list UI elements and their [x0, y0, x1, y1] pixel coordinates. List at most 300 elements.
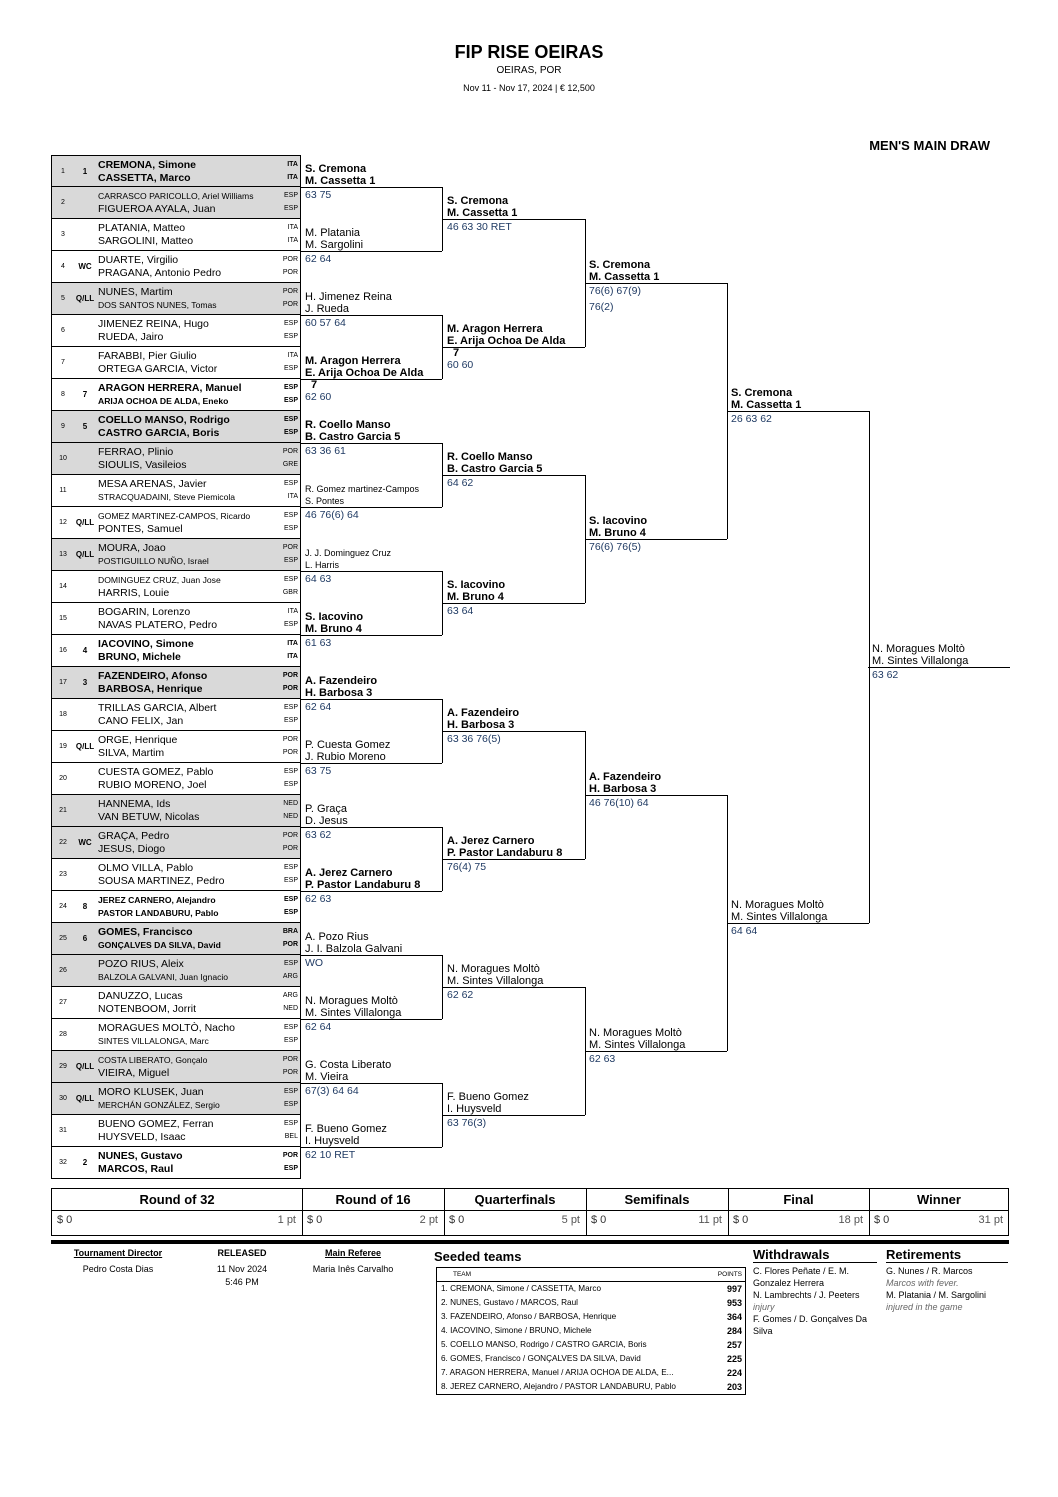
player-line [98, 938, 298, 952]
player-name: ARIJA OCHOA DE ALDA, Eneko [98, 396, 229, 406]
withdrawals-panel [753, 1249, 877, 1337]
player-country: ITA [287, 224, 298, 231]
match-score: 63 36 61 [305, 445, 346, 457]
draw-name: MEN'S MAIN DRAW [869, 138, 990, 153]
player-country: ESP [283, 192, 298, 199]
round-prize: $ 0 [874, 1214, 890, 1226]
entry-number: 13 [59, 551, 67, 558]
player-country: ARG [282, 973, 298, 980]
draw-entry [51, 155, 301, 187]
player-country: ESP [283, 1101, 298, 1108]
bracket-line [301, 891, 442, 892]
entry-seed [72, 315, 98, 346]
match-score: 64 62 [447, 477, 474, 489]
player-country: ESP [283, 576, 298, 583]
player-name: DOS SANTOS NUNES, Tomas [98, 300, 217, 310]
player-name: MORAGUES MOLTÒ, Nacho [98, 1022, 235, 1034]
player-country: ITA [287, 352, 298, 359]
round-prize-table [51, 1188, 1009, 1236]
entry-seed: Q/LL [75, 518, 95, 527]
entry-seed [72, 795, 98, 826]
winner-name-2: H. Barbosa 3 [447, 719, 515, 731]
player-country: POR [282, 301, 298, 308]
player-name: MERCHÁN GONZÁLEZ, Sergio [98, 1100, 220, 1110]
player-line [98, 394, 298, 408]
points-column-header: POINTS [717, 1271, 742, 1278]
entry-number: 4 [61, 263, 65, 270]
entry-number: 23 [59, 871, 67, 878]
player-name: NUNES, Gustavo [98, 1150, 183, 1162]
match-score: 26 63 62 [731, 413, 772, 425]
withdrawals-title: Withdrawals [753, 1249, 877, 1263]
player-country: ESP [283, 512, 298, 519]
entry-number: 15 [59, 615, 67, 622]
match-score: 46 76(6) 64 [305, 509, 359, 521]
winner-name-1: S. Cremona [589, 259, 651, 271]
entry-number: 21 [59, 807, 67, 814]
player-country: POR [282, 845, 298, 852]
match-score: 61 63 [305, 637, 332, 649]
entry-number: 8 [61, 391, 65, 398]
player-name: FERRAO, Plinio [98, 446, 174, 458]
seeded-team-row [437, 1366, 745, 1380]
winner-name-1: S. Cremona [305, 163, 367, 175]
bracket-line [301, 507, 442, 508]
player-name: MORO KLUSEK, Juan [98, 1086, 204, 1098]
match-score: 60 60 [447, 359, 474, 371]
player-name: RUBIO MORENO, Joel [98, 779, 207, 791]
player-country: POR [282, 288, 298, 295]
round-points: 18 pt [838, 1214, 863, 1226]
draw-entry [51, 859, 301, 891]
match-score: 60 57 64 [305, 317, 346, 329]
player-name: CREMONA, Simone [98, 159, 197, 171]
draw-entry [51, 315, 301, 347]
player-country: ESP [283, 909, 298, 916]
player-line [98, 970, 298, 984]
entry-number: 30 [59, 1095, 67, 1102]
player-line [98, 669, 298, 683]
player-country: ITA [287, 608, 298, 615]
bracket-line [301, 635, 442, 636]
draw-entry [51, 827, 301, 859]
round-prize: $ 0 [307, 1214, 323, 1226]
released-info [200, 1247, 284, 1289]
entry-seed: WC [78, 262, 92, 271]
entry-number: 5 [61, 295, 65, 302]
player-line [98, 362, 298, 376]
player-line [98, 733, 298, 747]
entry-number: 3 [61, 231, 65, 238]
player-country: ESP [283, 480, 298, 487]
bracket-line [301, 571, 442, 572]
player-country: ESP [283, 704, 298, 711]
seeded-team-points: 953 [726, 1298, 742, 1308]
player-name: POZO RIUS, Aleix [98, 958, 184, 970]
player-name: COSTA LIBERATO, Gonçalo [98, 1055, 208, 1065]
winner-name-2: S. Pontes [305, 496, 345, 506]
entry-number: 26 [59, 967, 67, 974]
player-line [98, 829, 298, 843]
player-country: ESP [283, 429, 298, 436]
draw-entry [51, 1083, 301, 1115]
player-line [98, 221, 298, 235]
winner-name-1: S. Cremona [447, 195, 509, 207]
player-name: STRACQUADAINI, Steve Piemicola [98, 492, 236, 502]
winner-name-2: M. Bruno 4 [589, 527, 646, 539]
match-score: 63 75 [305, 189, 332, 201]
winner-name-1: R. Gomez martinez-Campos [305, 484, 420, 494]
player-line [98, 861, 298, 875]
seeded-team-points: 364 [726, 1312, 742, 1322]
bracket-line [585, 1051, 727, 1052]
round-header: Quarterfinals [474, 1192, 556, 1207]
draw-entry [51, 539, 301, 571]
player-country: POR [282, 269, 298, 276]
player-name: BALZOLA GALVANI, Juan Ignacio [98, 972, 229, 982]
withdrawal-note: injury [753, 1302, 775, 1312]
entry-number: 29 [59, 1063, 67, 1070]
draw-entry [51, 283, 301, 315]
retirements-panel [886, 1249, 1008, 1313]
entry-number: 18 [59, 711, 67, 718]
player-name: HANNEMA, Ids [98, 798, 171, 810]
entry-number: 7 [61, 359, 65, 366]
match-score: 62 62 [447, 989, 474, 1001]
player-name: HUYSVELD, Isaac [98, 1131, 186, 1143]
round-of-32-list [51, 155, 301, 1179]
seeded-team-points: 224 [726, 1368, 742, 1378]
round-points: 31 pt [978, 1214, 1003, 1226]
player-line [98, 650, 298, 664]
player-line [98, 810, 298, 824]
player-line [98, 477, 298, 491]
player-country: ESP [283, 557, 298, 564]
player-country: ESP [283, 621, 298, 628]
entry-number: 9 [61, 423, 65, 430]
seeded-team-points: 997 [726, 1284, 742, 1294]
player-name: FARABBI, Pier Giulio [98, 350, 197, 362]
player-name: JESUS, Diogo [98, 843, 166, 855]
player-country: POR [282, 672, 298, 679]
seeded-team-points: 284 [726, 1326, 742, 1336]
match-score: 62 64 [305, 253, 332, 265]
retirements-title: Retirements [886, 1249, 1008, 1263]
entry-number: 10 [59, 455, 67, 462]
entry-seed: Q/LL [75, 1062, 95, 1071]
player-line [98, 1066, 298, 1080]
entry-seed [72, 347, 98, 378]
entry-seed: Q/LL [75, 1094, 95, 1103]
round-header: Round of 32 [139, 1192, 215, 1207]
player-name: MESA ARENAS, Javier [98, 478, 207, 490]
entry-seed [72, 859, 98, 890]
entry-seed [72, 443, 98, 474]
match-score: 76(6) 67(9) [589, 285, 641, 297]
player-line [98, 1021, 298, 1035]
winner-name-2: M. Sintes Villalonga [447, 975, 544, 987]
bracket-line [443, 731, 585, 732]
player-line [98, 714, 298, 728]
seeded-team-name: 2. NUNES, Gustavo / MARCOS, Raul [441, 1298, 578, 1307]
winner-name-2: J. Rueda [305, 303, 350, 315]
retirement-item: M. Platania / M. Sargolini [886, 1290, 987, 1300]
seeded-team-row [437, 1380, 745, 1394]
player-country: ESP [283, 416, 298, 423]
released-label: RELEASED [217, 1248, 267, 1258]
seeded-team-points: 203 [726, 1382, 742, 1392]
round-prize: $ 0 [733, 1214, 749, 1226]
match-score: 62 10 RET [305, 1149, 356, 1161]
winner-name-1: A. Jerez Carnero [305, 867, 393, 879]
player-line [98, 765, 298, 779]
entry-seed: 8 [82, 902, 88, 911]
entry-seed [72, 1115, 98, 1146]
main-referee [296, 1247, 410, 1276]
entry-number: 11 [59, 487, 67, 494]
entry-number: 12 [59, 519, 67, 526]
player-name: CANO FELIX, Jan [98, 715, 184, 727]
player-line [98, 381, 298, 395]
player-country: POR [282, 544, 298, 551]
player-country: ESP [283, 877, 298, 884]
winner-name-1: A. Fazendeiro [589, 771, 662, 783]
player-country: GBR [282, 589, 298, 596]
retirement-item: G. Nunes / R. Marcos [886, 1266, 973, 1276]
winner-name-2: I. Huysveld [447, 1103, 502, 1115]
draw-entry [51, 795, 301, 827]
winner-name-1: A. Fazendeiro [447, 707, 520, 719]
player-country: ESP [283, 333, 298, 340]
draw-entry [51, 251, 301, 283]
player-name: POSTIGUILLO NUÑO, Israel [98, 556, 209, 566]
player-name: BARBOSA, Henrique [98, 683, 203, 695]
tournament-location: OEIRAS, POR [496, 65, 562, 76]
entry-number: 31 [59, 1127, 67, 1134]
seed-marker: 7 [453, 347, 460, 359]
player-name: ORTEGA GARCIA, Victor [98, 363, 218, 375]
seeded-team-row [437, 1352, 745, 1366]
seeded-team-row [437, 1338, 745, 1352]
player-name: PASTOR LANDABURU, Pablo [98, 908, 219, 918]
player-name: JIMENEZ REINA, Hugo [98, 318, 209, 330]
winner-name-2: M. Cassetta 1 [731, 399, 802, 411]
player-name: SARGOLINI, Matteo [98, 235, 194, 247]
player-name: GONÇALVES DA SILVA, David [98, 940, 221, 950]
entry-number: 28 [59, 1031, 67, 1038]
entry-seed [72, 571, 98, 602]
winner-name-1: H. Jimenez Reina [305, 291, 392, 303]
winner-name-1: R. Coello Manso [305, 419, 391, 431]
entry-seed [72, 955, 98, 986]
winner-name-2: P. Pastor Landaburu 8 [447, 847, 563, 859]
released-time: 5:46 PM [225, 1277, 259, 1287]
winner-name-1: F. Bueno Gomez [305, 1123, 387, 1135]
bracket-line [443, 475, 585, 476]
winner-name-1: A. Pozo Rius [305, 931, 369, 943]
entry-seed [72, 699, 98, 730]
player-country: ESP [283, 768, 298, 775]
winner-name-1: S. Iacovino [305, 611, 364, 623]
retirement-note: injured in the game [886, 1302, 963, 1312]
round-prize: $ 0 [591, 1214, 607, 1226]
entry-seed: Q/LL [75, 550, 95, 559]
winner-name-2: M. Bruno 4 [447, 591, 504, 603]
player-country: ESP [283, 1120, 298, 1127]
seeded-teams-title: Seeded teams [434, 1249, 522, 1264]
player-country: POR [282, 832, 298, 839]
player-country: ESP [283, 864, 298, 871]
player-country: ESP [283, 1024, 298, 1031]
player-line [98, 285, 298, 299]
match-score: 63 64 [447, 605, 474, 617]
seeded-team-row [437, 1296, 745, 1310]
tournament-director-name: Pedro Costa Dias [82, 1264, 154, 1274]
player-name: FAZENDEIRO, Afonso [98, 670, 208, 682]
winner-name-2: P. Pastor Landaburu 8 [305, 879, 421, 891]
player-country: GRE [282, 461, 298, 468]
winner-name-1: S. Cremona [731, 387, 793, 399]
match-score: 64 64 [731, 925, 758, 937]
bracket-line [443, 219, 585, 220]
winner-name-2: M. Sintes Villalonga [305, 1007, 402, 1019]
bracket-line [727, 411, 869, 412]
player-country: ESP [283, 781, 298, 788]
tournament-director [64, 1247, 172, 1276]
player-line [98, 554, 298, 568]
player-name: DANUZZO, Lucas [98, 990, 183, 1002]
player-line [98, 413, 298, 427]
player-name: CUESTA GOMEZ, Pablo [98, 766, 214, 778]
player-line [98, 253, 298, 267]
match-score: 62 60 [305, 391, 332, 403]
winner-name-2: M. Cassetta 1 [447, 207, 518, 219]
round-points: 11 pt [698, 1214, 722, 1226]
withdrawal-item: N. Lambrechts / J. Peeters [753, 1290, 860, 1300]
bracket-line [301, 1147, 442, 1148]
player-country: ESP [283, 1088, 298, 1095]
winner-name-1: N. Moragues Moltò [589, 1027, 682, 1039]
player-country: ESP [283, 397, 298, 404]
winner-name-1: M. Platania [305, 227, 361, 239]
match-score: 67(3) 64 64 [305, 1085, 359, 1097]
winner-name-1: N. Moragues Moltò [447, 963, 540, 975]
seeded-team-points: 257 [726, 1340, 742, 1350]
draw-entry [51, 763, 301, 795]
winner-name-1: P. Cuesta Gomez [305, 739, 391, 751]
round-points: 1 pt [277, 1214, 296, 1226]
withdrawal-item: F. Gomes / D. Gonçalves Da Silva [753, 1314, 868, 1336]
draw-entry [51, 1147, 301, 1179]
withdrawal-item: C. Flores Peñate / E. M. Gonzalez Herrera [753, 1266, 850, 1288]
player-name: NAVAS PLATERO, Pedro [98, 619, 218, 631]
round-points: 5 pt [561, 1214, 580, 1226]
player-name: GOMEZ MARTINEZ-CAMPOS, Ricardo [98, 511, 251, 521]
seeded-team-row [437, 1324, 745, 1338]
player-country: ESP [283, 1165, 298, 1172]
entry-seed [72, 187, 98, 218]
entry-number: 25 [59, 935, 67, 942]
winner-name-2: H. Barbosa 3 [305, 687, 373, 699]
draw-entry [51, 731, 301, 763]
winner-name-2: L. Harris [305, 560, 340, 570]
bracket-line [727, 923, 869, 924]
player-line [98, 842, 298, 856]
player-name: TRILLAS GARCIA, Albert [98, 702, 217, 714]
bracket-line [443, 859, 585, 860]
player-line [98, 893, 298, 907]
winner-name-2: M. Cassetta 1 [305, 175, 376, 187]
retirement-note: Marcos with fever. [886, 1278, 959, 1288]
player-name: GOMES, Francisco [98, 926, 193, 938]
winner-name-2: D. Jesus [305, 815, 348, 827]
player-line [98, 637, 298, 651]
winner-name-2: M. Vieira [305, 1071, 349, 1083]
player-line [98, 618, 298, 632]
player-line [98, 925, 298, 939]
player-name: NOTENBOOM, Jorrit [98, 1003, 197, 1015]
tournament-dates: Nov 11 - Nov 17, 2024 | € 12,500 [463, 83, 595, 93]
player-line [98, 171, 298, 185]
seed-marker: 7 [311, 379, 318, 391]
player-country: NED [283, 813, 298, 820]
entry-number: 17 [59, 679, 67, 686]
draw-entry [51, 443, 301, 475]
player-line [98, 189, 298, 203]
winner-name-1: N. Moragues Moltò [872, 643, 965, 655]
player-country: ITA [287, 174, 298, 181]
player-name: BRUNO, Michele [98, 651, 181, 663]
player-line [98, 158, 298, 172]
tournament-title: FIP RISE OEIRAS [454, 42, 604, 62]
bracket-line [585, 283, 727, 284]
player-country: ESP [283, 1037, 298, 1044]
match-score: 62 63 [589, 1053, 616, 1065]
main-referee-label: Main Referee [324, 1248, 382, 1258]
player-name: BOGARIN, Lorenzo [98, 606, 191, 618]
seeded-team-name: 8. JEREZ CARNERO, Alejandro / PASTOR LANDABURU, Pablo [441, 1382, 676, 1391]
entry-seed [72, 763, 98, 794]
player-line [98, 1053, 298, 1067]
seeded-team-name: 5. COELLO MANSO, Rodrigo / CASTRO GARCIA, Boris [441, 1340, 647, 1349]
draw-entry [51, 699, 301, 731]
match-score: 63 75 [305, 765, 332, 777]
player-country: ARG [282, 992, 298, 999]
round-header: Semifinals [624, 1192, 690, 1207]
player-line [98, 349, 298, 363]
match-score: 76(4) 75 [447, 861, 487, 873]
player-country: POR [282, 448, 298, 455]
player-name: HARRIS, Louie [98, 587, 170, 599]
main-referee-name: Maria Inês Carvalho [312, 1264, 394, 1274]
player-country: BRA [282, 928, 298, 935]
draw-entry [51, 1115, 301, 1147]
player-country: BEL [284, 1133, 298, 1140]
winner-name-2: E. Arija Ochoa De Alda [447, 335, 566, 347]
player-country: POR [282, 749, 298, 756]
player-name: OLMO VILLA, Pablo [98, 862, 194, 874]
match-score: 62 64 [305, 701, 332, 713]
player-line [98, 317, 298, 331]
draw-entry [51, 955, 301, 987]
draw-entry [51, 667, 301, 699]
player-line [98, 1034, 298, 1048]
player-line [98, 573, 298, 587]
tournament-director-label: Tournament Director [73, 1248, 163, 1258]
player-country: ESP [283, 717, 298, 724]
winner-name-2: H. Barbosa 3 [589, 783, 657, 795]
bracket-line [301, 187, 442, 188]
